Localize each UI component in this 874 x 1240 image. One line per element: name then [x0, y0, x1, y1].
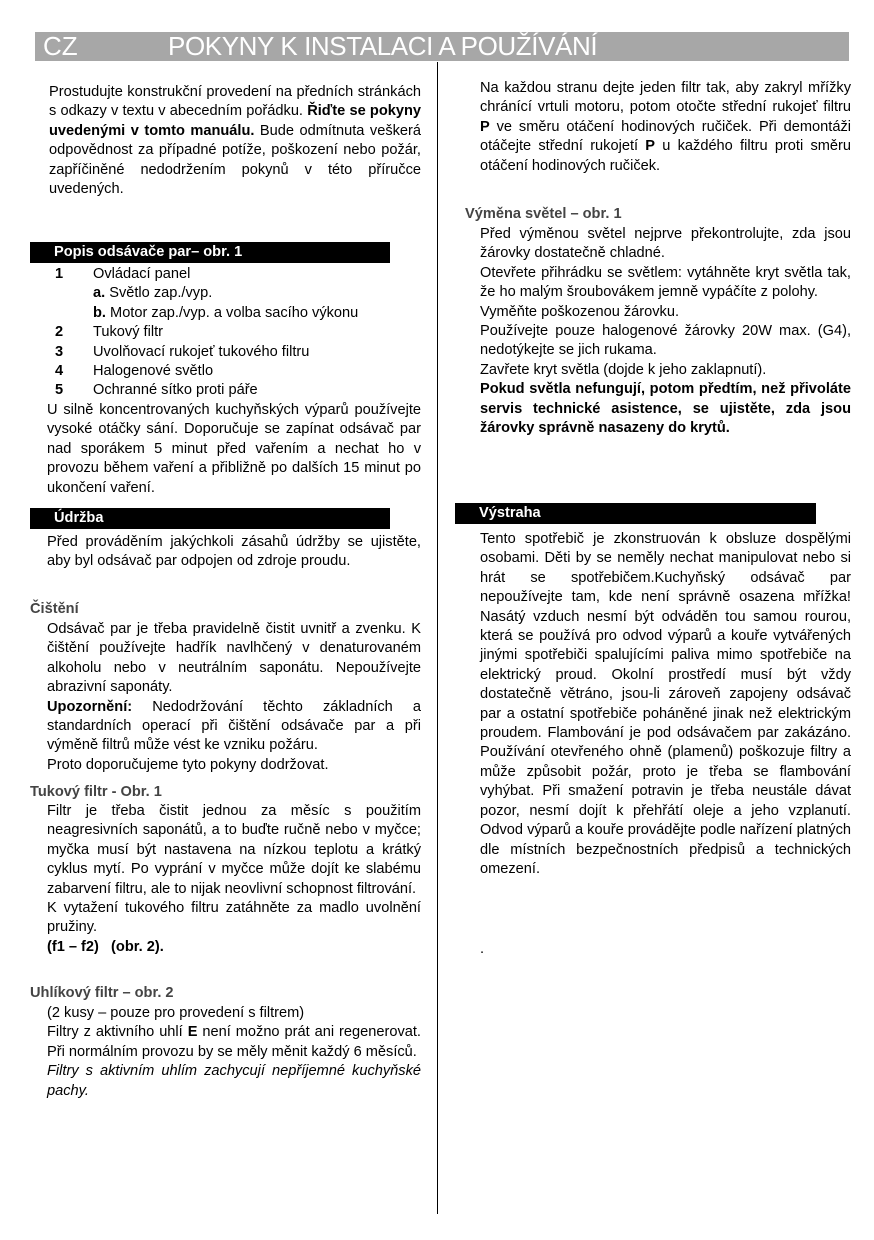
list-item: 3 Uvolňovací rukojeť tukového filtru	[55, 343, 310, 360]
subheading-uhlikovy-filtr: Uhlíkový filtr – obr. 2	[30, 985, 174, 1001]
section-heading-popis: Popis odsávače par– obr. 1	[30, 242, 390, 263]
page-title: POKYNY K INSTALACI A POUŽÍVÁNÍ	[168, 31, 598, 61]
section-heading-udrzba: Údržba	[30, 508, 390, 529]
filter-install-text: Na každou stranu dejte jeden filtr tak, aby zakryl mřížky chránící vrtuli motoru, potom otočte střední rukojeť filtru P ve směru otáčení hodinových ručiček. Při demontáži otáčejte střední rukojetí P u každého filtru proti směru otáčení hodinových ručiček.	[480, 80, 852, 174]
list-item: b. Motor zap./vyp. a volba sacího výkonu	[93, 304, 359, 321]
parts-list	[30, 265, 422, 401]
cisteni-block: Odsávač par je třeba pravidelně čistit uvnitř a zvenku. K čištění používejte hadřík navlhčený v denaturovaném alkoholu nebo v neutrálním saponátu. Nepoužívejte abrazivní saponáty. Upozornění: Nedodržování těchto základních a standardních operací při čištění odsávače par a při výměně filtrů může vést ke vzniku požáru. Proto doporučujeme tyto pokyny dodržovat.	[47, 621, 421, 773]
svetla-block: Před výměnou světel nejprve překontrolujte, zda jsou žárovky dostatečně chladné. Otevřete přihrádku se světlem: vytáhněte kryt světla tak, že ho malým šroubovákem jemně vypáčíte z polohy. Vyměňte poškozenou žárovku. Používejte pouze halogenové žárovky 20W max. (G4), nedotýkejte se jich rukama. Zavřete kryt světla (dojde k jeho zaklapnutí). Pokud světla nefungují, potom předtím, než přivoláte servis technické asistence, se ujistěte, zda jsou žárovky správně nasazeny do krytů.	[480, 226, 851, 437]
page-header	[35, 32, 849, 61]
list-item: 2 Tukový filtr	[55, 324, 164, 341]
subheading-cisteni: Čištění	[30, 601, 79, 617]
vystraha-text: Tento spotřebič je zkonstruován k obsluze dospělými osobami. Děti by se neměly nechat manipulovat nebo si hrát se spotřebičem.Kuchyňský odsávač par nepoužívejte tam, kde není správně osazena mřížka! Nasátý vzduch nesmí být odváděn tou samou rourou, která se používá pro odvod výparů a kouře vytvářených jinými spotřebiči spalujícími paliva mimo spotřebiče na elektrický proud. Okolní prostředí musí být vždy dostatečně větráno, jsou-li zároveň zapojeny odsávač par a ostatní spotřebiče poháněné jinak než elektrickým proudem. Flambování je pod odsávačem par zakázáno. Používání otevřeného ohně (plamenů) poškozuje filtry a může způsobit požár, proto je třeba se flambování vyhýbat. Při smažení potravin je třeba neustále dávat pozor, nesmí dojít k přehřátí oleje a jeho vzplanutí. Odvod výparů a kouře provádějte podle nařízení platných dle místních bezpečnostních předpisů a technických omezení.	[480, 531, 851, 877]
udrzba-text: Před prováděním jakýchkoli zásahů údržby se ujistěte, aby byl odsávač par odpojen od zdroje proudu.	[47, 534, 421, 570]
column-divider	[437, 62, 438, 1214]
section-heading-vystraha: Výstraha	[455, 503, 816, 524]
uhlikovy-block: (2 kusy – pouze pro provedení s filtrem) Filtry z aktivního uhlí E není možno prát ani regenerovat. Při normálním provozu by se měly měnit každý 6 měsíců. Filtry s aktivním uhlím zachycují nepříjemné kuchyňské pachy.	[47, 1005, 421, 1099]
list-item: 5 Ochranné sítko proti páře	[55, 382, 258, 399]
list-item: a. Světlo zap./vyp.	[93, 285, 213, 302]
tukovy-block: Filtr je třeba čistit jednou za měsíc s použitím neagresivních saponátů, a to buďte ručně nebo v myčce; myčka musí být nastavena na nízkou teplotu a krátký cyklus mytí. Po vyprání v myčce může dojít ke slabému zabarvení filtru, ale to nijak neovlivní schopnost filtrování. K vytažení tukového filtru zatáhněte za madlo uvolnění pružiny. (f1 – f2) (obr. 2).	[47, 803, 421, 955]
subheading-tukovy-filtr: Tukový filtr - Obr. 1	[30, 784, 162, 800]
popis-note: U silně koncentrovaných kuchyňských výparů používejte vysoké otáčky sání. Doporučuje se zapínat odsávač par nad sporákem 5 minut před vařením a nechat ho v provozu během vaření a přibližně po dalších 15 minut po ukončení vaření.	[47, 402, 421, 496]
intro-bold: Řiďte se pokyny uvedenými v tomto manuálu.	[49, 103, 421, 139]
intro-paragraph: Prostudujte konstrukční provedení na předních stránkách s odkazy v textu v abecedním pořádku. Řiďte se pokyny uvedenými v tomto manuálu. Bude odmítnuta veškerá odpovědnost za případné potíže, poškození nebo požár, zapříčiněné nedodržením pokynů v této příručce uvedených.	[49, 84, 422, 198]
language-code: CZ	[43, 31, 78, 61]
list-item: 1 Ovládací panel	[55, 266, 191, 282]
trailing-dot: .	[480, 941, 485, 957]
list-item: 4 Halogenové světlo	[55, 362, 214, 379]
subheading-vymena-svetel: Výměna světel – obr. 1	[465, 206, 622, 222]
